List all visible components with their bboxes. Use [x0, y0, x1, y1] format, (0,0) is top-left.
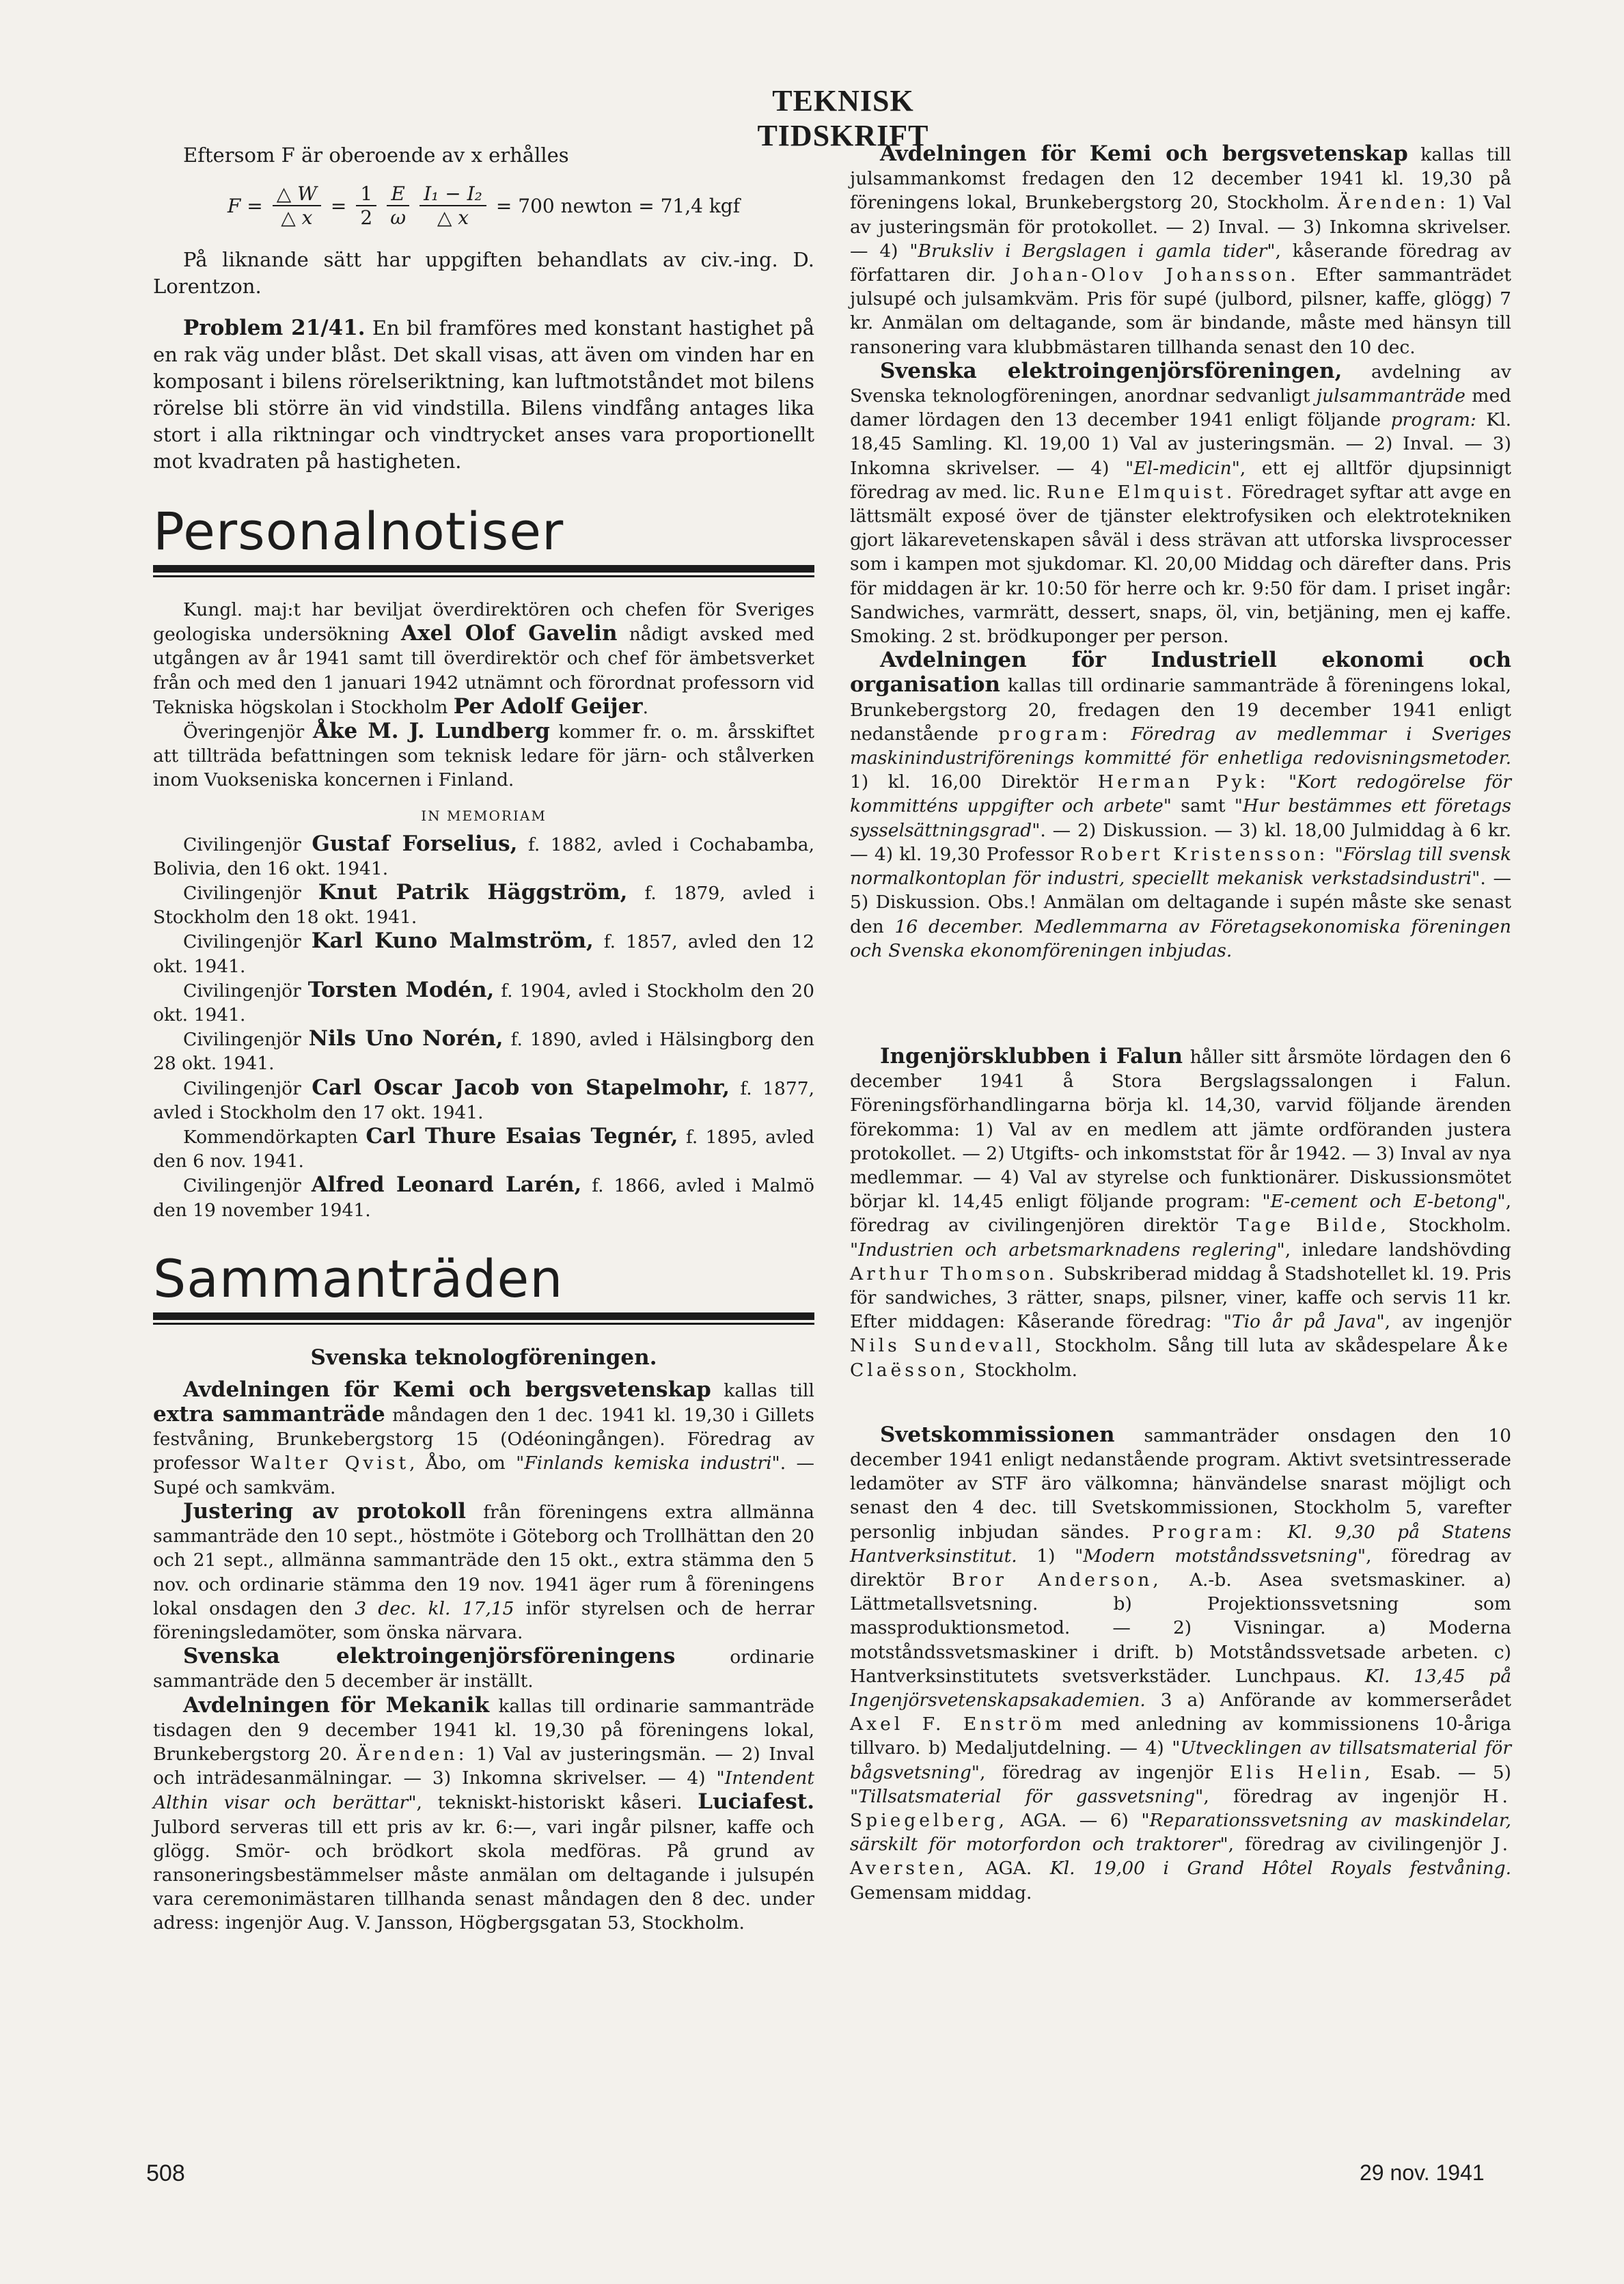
notice-kemi-jul: Avdelningen för Kemi och bergsvetenskap kallas till julsammankomst fredagen den 12 december 1941 kl. 19,30 på föreningens lokal, Brunkebergstorg 20, Stockholm. Ärenden: 1) Val av justeringsmän för protokollet. — 2) Inval. — 3) Inkomna skrivelser. — 4) "Bruksliv i Bergslagen i gamla tider", kåserande föredrag av författaren dir. Johan-Olov Johansson. Efter sammanträdet julsupé och julsamkväm. Pris för supé (julbord, pilsner, kaffe, glögg) 7 kr. Anmälan om deltagande, som är bindande, måste med hänsyn till ransonering vara klubbmästaren tillhanda senast den 10 dec. — [850, 141, 1512, 358]
memoriam-entry: Civilingenjör Carl Oscar Jacob von Stapelmohr, f. 1877, avled i Stockholm den 17 okt. 1941. — [153, 1075, 814, 1123]
memoriam-label: IN MEMORIAM — [421, 807, 547, 824]
memoriam-entry: Civilingenjör Nils Uno Norén, f. 1890, avled i Hälsingborg den 28 okt. 1941. — [153, 1026, 814, 1075]
memoriam-entry: Civilingenjör Alfred Leonard Larén, f. 1866, avled i Malmö den 19 november 1941. — [153, 1172, 814, 1221]
eq-result: = 700 newton = 71,4 kgf — [495, 194, 741, 217]
eq-fraction-4: $\frac{\text{I₁ − I₂}}{\triangle x}$ — [419, 182, 486, 229]
problem-paragraph: Problem 21/41. En bil framföres med konstant hastighet på en rak väg under blåst. Det skall visas, att även om vinden har en komposant i bilens rörelseriktning, kan luftmotståndet mot bilens rörelse bli större än vid vindstilla. Bilens vindfång antages lika stort i alla riktningar och vindtrycket anses vara proportionellt mot kvadraten på hastigheten. — [153, 316, 814, 473]
notice-elektro-jul: Svenska elektroingenjörsföreningen, avdelning av Svenska teknologföreningen, anordnar sedvanligt julsammanträde med damer lördagen den 13 december 1941 enligt följande program: Kl. 18,45 Samling. Kl. 19,00 1) Val av justeringsmän. — 2) Inval. — 3) Inkomna skrivelser. — 4) "El-medicin", ett ej alltför djupsinnigt föredrag av med. lic. Rune Elmquist. Föredraget syftar att avge en lättsmält exposé över de tjänster elektrofysiken och elektrotekniken gjort läkarevetenskapen såväl i dess strävan att utforska livsprocesser som i kampen mot sjukdomar. Kl. 20,00 Middag och därefter dans. Pris för middagen är kr. 10:50 för herre och kr. 9:50 för dam. I priset ingår: Sandwiches, varmrätt, dessert, snaps, öl, vin, betjäning, men ej kaffe. Smoking. 2 st. brödkuponger per person. — [850, 358, 1511, 648]
memoriam-entry: Civilingenjör Gustaf Forselius, f. 1882, avled i Cochabamba, Bolivia, den 16 okt. 1941. — [153, 831, 814, 879]
issue-date: 29 nov. 1941 — [1360, 2160, 1485, 2185]
memoriam-entry: Civilingenjör Karl Kuno Malmström, f. 1857, avled den 12 okt. 1941. — [153, 928, 814, 977]
personalnotiser-heading: Personalnotiser — [153, 501, 564, 562]
heading-rule-thin — [153, 575, 814, 577]
heading-rule — [153, 565, 814, 573]
notice-justering: Justering av protokoll från föreningens extra allmänna sammanträde den 10 sept., höstmöte i Göteborg och Trollhättan den 20 och 21 sept., allmänna sammanträde den 15 okt., extra stämma den 5 nov. och ordinarie stämma den 19 nov. 1941 äger rum å föreningens lokal onsdagen den 3 dec. kl. 17,15 inför styrelsen och de herrar föreningsledamöter, som önska närvara. — [153, 1498, 815, 1643]
sammantraden-heading: Sammanträden — [153, 1248, 564, 1309]
memoriam-entry: Civilingenjör Knut Patrik Häggström, f. 1879, avled i Stockholm den 18 okt. 1941. — [153, 880, 814, 928]
heading-rule — [153, 1312, 814, 1320]
notice-industri: Avdelningen för Industriell ekonomi och organisation kallas till ordinarie sammanträde å föreningens lokal, Brunkebergstorg 20, fredagen den 19 december 1941 enligt nedanstående program: Föredrag av medlemmar i Sveriges maskinindustriförenings kommitté för enhetliga redovisningsmetoder. 1) kl. 16,00 Direktör Herman Pyk: "Kort redogörelse för kommitténs uppgifter och arbete" samt "Hur bestämmes ett företags sysselsättningsgrad". — 2) Diskussion. — 3) kl. 18,00 Julmiddag à 6 kr. — 4) kl. 19,30 Professor Robert Kristensson: "Förslag till svensk normalkontoplan för industri, speciellt mekanisk verkstadsindustri". — 5) Diskussion. Obs.! Anmälan om deltagande i supén måste ske senast den 16 december. Medlemmarna av Företagsekonomiska föreningen och Svenska ekonomföreningen inbjudas. — [850, 648, 1512, 961]
notice-elektro-cancelled: Svenska elektroingenjörsföreningens ordinarie sammanträde den 5 december är inställt. — [153, 1644, 814, 1692]
equation: F = $\frac{\triangle W}{\triangle x}$ = $\frac{1}{2}$ $\frac{E}{\omega}$ $\frac{\text{I₁ − I₂}}{\triangle x}$ = 700 newton = 71,4 kgf — [227, 182, 741, 229]
eq-fraction-2: $\frac{1}{2}$ — [356, 182, 376, 229]
memoriam-entry: Civilingenjör Torsten Modén, f. 1904, avled i Stockholm den 20 okt. 1941. — [153, 977, 814, 1026]
heading-rule-thin — [153, 1323, 814, 1325]
masthead: TEKNISK TIDSKRIFT — [757, 84, 929, 152]
notice-kemi-extra: Avdelningen för Kemi och bergsvetenskap kallas till extra sammanträde måndagen den 1 dec. 1941 kl. 19,30 i Gillets festvåning, Brunkebergstorg 15 (Odéoningången). Föredrag av professor Walter Qvist, Åbo, om "Finlands kemiska industri". — Supé och samkväm. — [153, 1377, 815, 1498]
after-equation-text: På liknande sätt har uppgiften behandlats av civ.-ing. D. Lorentzon. — [153, 248, 814, 298]
memoriam-list — [153, 832, 814, 1222]
memoriam-entry: Kommendörkapten Carl Thure Esaias Tegnér, f. 1895, avled den 6 nov. 1941. — [153, 1124, 814, 1172]
problem-title: Problem 21/41. — [183, 316, 366, 340]
right-column — [850, 142, 1511, 1905]
notice-mekanik: Avdelningen för Mekanik kallas till ordinarie sammanträde tisdagen den 9 december 1941 kl. 19,30 på föreningens lokal, Brunkebergstorg 20. Ärenden: 1) Val av justeringsmän. — 2) Inval och inträdesanmälningar. — 3) Inkomna skrivelser. — 4) "Intendent Althin visar och berättar", tekniskt-historiskt kåseri. Luciafest. Julbord serveras till ett pris av kr. 6:—, vari ingår pilsner, kaffe och glögg. Smör- och brödkort skola medföras. På grund av ransoneringsbestämmelser måste anmälan om deltagande i julsupén vara ceremonimästaren tillhanda senast måndagen den 8 dec. under adress: ingenjör Aug. V. Jansson, Högbergsgatan 53, Stockholm. — [153, 1692, 814, 1934]
math-solution — [153, 142, 814, 475]
left-column — [153, 142, 814, 1936]
intro-text: Eftersom F är oberoende av x erhålles — [183, 143, 569, 167]
eq-fraction-1: $\frac{\triangle W}{\triangle x}$ — [273, 182, 321, 229]
eq-lhs: F = — [227, 194, 263, 217]
notice-falun: Ingenjörsklubben i Falun håller sitt årsmöte lördagen den 6 december 1941 å Stora Bergslagssalongen i Falun. Föreningsförhandlingarna börja kl. 14,30, varvid följande ärenden förekomma: 1) Val av en medlem att jämte ordföranden justera protokollet. — 2) Utgifts- och inkomststat för år 1942. — 3) Inval av nya medlemmar. — 4) Val av styrelse och funktionärer. Diskussionsmötet börjar kl. 14,45 enligt följande program: "E-cement och E-betong", föredrag av civilingenjören direktör Tage Bilde, Stockholm. "Industrien och arbetsmarknadens reglering", inledare landshövding Arthur Thomson. Subskriberad middag å Stadshotellet kl. 19. Pris för sandwiches, 3 rätter, snaps, pilsner, viner, kaffe och servis 11 kr. Efter middagen: Kåserande föredrag: "Tio år på Java", av ingenjör Nils Sundevall, Stockholm. Sång till luta av skådespelare Åke Claësson, Stockholm. — [850, 1043, 1511, 1381]
eq-fraction-3: $\frac{E}{\omega}$ — [386, 182, 410, 229]
personal-note-2: Överingenjör Åke M. J. Lundberg kommer fr. o. m. årsskiftet att tillträda befattningen som teknisk ledare för järn- och stålverken inom Vuokseniska koncernen i Finland. — [153, 719, 814, 791]
page-number: 508 — [146, 2160, 185, 2186]
notice-svets: Svetskommissionen sammanträder onsdagen den 10 december 1941 enligt nedanstående program. Aktivt svetsintresserade ledamöter av STF äro välkomna; hänvändelse snarast möjligt och senast den 4 dec. till Svetskommissionen, Stockholm 5, varefter personlig inbjudan sändes. Program: Kl. 9,30 på Statens Hantverksinstitut. 1) "Modern motståndssvetsning", föredrag av direktör Bror Anderson, A.-b. Asea svetsmaskiner. a) Lättmetallsvetsning. b) Projektionssvetsning som massproduktionsmetod. — 2) Visningar. a) Moderna motståndssvetsmaskiner i drift. b) Motståndssvetsade arbeten. c) Hantverksinstitutets svetsverkstäder. Lunchpaus. Kl. 13,45 på Ingenjörsvetenskapsakademien. 3 a) Anförande av kommerserådet Axel F. Enström med anledning av kommissionens 10-åriga tillvaro. b) Medaljutdelning. — 4) "Utvecklingen av tillsatsmaterial för bågsvetsning", föredrag av ingenjör Elis Helin, Esab. — 5) "Tillsatsmaterial för gassvetsning", föredrag av ingenjör H. Spiegelberg, AGA. — 6) "Reparationssvetsning av maskindelar, särskilt för motorfordon och traktorer", föredrag av civilingenjör J. Aversten, AGA. Kl. 19,00 i Grand Hôtel Royals festvåning. Gemensam middag. — [850, 1422, 1512, 1903]
stf-heading: Svenska teknologföreningen. — [310, 1345, 657, 1370]
personal-note-1: Kungl. maj:t har beviljat överdirektören och chefen för Sveriges geologiska undersökning Axel Olof Gavelin nådigt avsked med utgången av år 1941 samt till överdirektör och chef för ämbetsverket från och med den 1 januari 1942 utnämnt och förordnat professorn vid Tekniska högskolan i Stockholm Per Adolf Geijer. — [153, 599, 814, 719]
